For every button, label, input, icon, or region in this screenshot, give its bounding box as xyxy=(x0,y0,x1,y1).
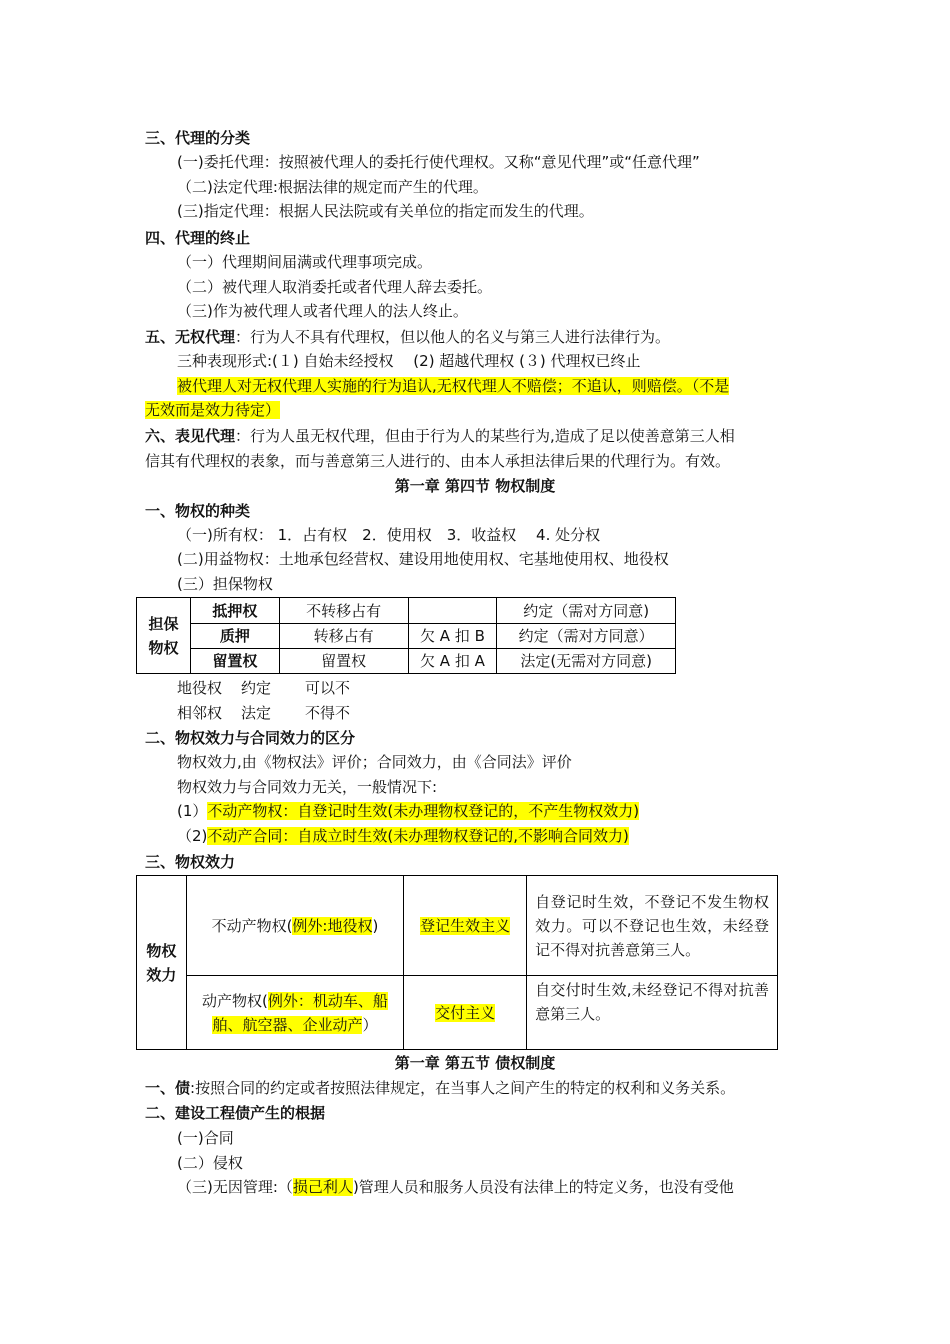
list-number: （2) xyxy=(177,827,208,845)
paragraph-apparent-agency xyxy=(145,426,735,448)
table-cell: 自交付时生效,未经登记不得对抗善意第三人。 xyxy=(527,976,778,1050)
highlighted-text: 不动产物权：自登记时生效(未办理物权登记的，不产生物权效力) xyxy=(207,802,640,820)
table-cell: 欠 A 扣 B xyxy=(408,624,497,649)
table-cell: 不转移占有 xyxy=(279,598,408,624)
note-line xyxy=(177,678,350,700)
item-text: （三)无因管理:（ xyxy=(177,1178,293,1196)
table-head: 担保物权 xyxy=(148,614,179,657)
note-value: 不得不 xyxy=(305,704,351,722)
paragraph: 物权效力与合同效力无关，一般情况下: xyxy=(177,778,438,796)
cell-text: ） xyxy=(362,1015,378,1034)
note-line xyxy=(177,703,350,725)
highlight-line xyxy=(177,826,629,848)
section-title-agency-types: 三、代理的分类 xyxy=(145,129,251,147)
note-value: 可以不 xyxy=(305,679,351,697)
list-item: （三)作为被代理人或者代理人的法人终止。 xyxy=(177,302,468,320)
security-rights-table xyxy=(136,597,676,674)
table-cell xyxy=(186,876,403,976)
paragraph-debt-definition xyxy=(145,1078,735,1100)
table-cell xyxy=(408,598,497,624)
list-item: (三）担保物权 xyxy=(177,575,273,593)
chapter-heading: 第一章 第五节 债权制度 xyxy=(394,1054,556,1072)
section-title-property-effect: 三、物权效力 xyxy=(145,853,236,871)
table-head-cell xyxy=(137,876,187,1050)
list-item xyxy=(177,1177,734,1199)
highlight-line xyxy=(145,400,280,422)
section-title-debt-basis: 二、建设工程债产生的根据 xyxy=(145,1104,326,1122)
table-cell: 质押 xyxy=(190,624,279,649)
table-cell: 留置权 xyxy=(279,649,408,674)
highlight-line xyxy=(177,801,639,823)
table-cell: 约定（需对方同意) xyxy=(497,598,676,624)
section-text: :按照合同的约定或者按照法律规定，在当事人之间产生的特定的权利和义务关系。 xyxy=(190,1079,736,1097)
table-cell: 欠 A 扣 A xyxy=(408,649,497,674)
property-effect-table xyxy=(136,875,778,1050)
section-label: 一、债 xyxy=(145,1079,191,1097)
table-cell: 转移占有 xyxy=(279,624,408,649)
table-head-cell xyxy=(137,598,191,674)
chapter-heading: 第一章 第四节 物权制度 xyxy=(394,477,556,495)
list-number: (1） xyxy=(177,802,208,820)
section-label: 六、表见代理 xyxy=(145,427,236,445)
forms-line: 三种表现形式:(１) 自始未经授权 (2) 超越代理权 (３) 代理权已终止 xyxy=(177,352,641,370)
list-item: (一)合同 xyxy=(177,1129,234,1147)
list-item: (二）侵权 xyxy=(177,1154,243,1172)
note-term: 相邻权 xyxy=(177,704,223,722)
section-title-effect-distinction: 二、物权效力与合同效力的区分 xyxy=(145,729,356,747)
item-text: )管理人员和服务人员没有法律上的特定义务，也没有受他 xyxy=(352,1178,734,1196)
highlighted-text: 例外:地役权 xyxy=(292,916,373,935)
table-cell xyxy=(186,976,403,1050)
highlighted-text: 例外：机动车、船舶、航空器、企业动产 xyxy=(212,991,388,1034)
highlighted-text: 无效而是效力待定） xyxy=(145,401,281,419)
section-text: ：行为人不具有代理权，但以他人的名义与第三人进行法律行为。 xyxy=(235,328,671,346)
table-head: 物权效力 xyxy=(146,941,177,984)
highlighted-text: 交付主义 xyxy=(435,1003,496,1022)
note-type: 法定 xyxy=(241,704,272,722)
paragraph: 物权效力,由《物权法》评价；合同效力，由《合同法》评价 xyxy=(177,753,572,771)
note-type: 约定 xyxy=(241,679,272,697)
highlighted-text: 损己利人 xyxy=(292,1178,353,1196)
list-item: (二)用益物权：土地承包经营权、建设用地使用权、宅基地使用权、地役权 xyxy=(177,550,669,568)
highlighted-text: 不动产合同：自成立时生效(未办理物权登记的,不影响合同效力) xyxy=(207,827,629,845)
cell-text: 不动产物权( xyxy=(211,916,293,935)
note-term: 地役权 xyxy=(177,679,223,697)
paragraph-unauthorized-agency xyxy=(145,327,670,349)
table-cell: 留置权 xyxy=(190,649,279,674)
section-text: ：行为人虽无权代理，但由于行为人的某些行为,造成了足以使善意第三人相 xyxy=(235,427,735,445)
section-label: 五、无权代理 xyxy=(145,328,236,346)
cell-text: ) xyxy=(372,916,379,935)
list-item: (一)委托代理：按照被代理人的委托行使代理权。又称“意见代理”或“任意代理” xyxy=(177,153,700,171)
paragraph-continued: 信其有代理权的表象，而与善意第三人进行的、由本人承担法律后果的代理行为。有效。 xyxy=(145,452,731,470)
list-item: （一）代理期间届满或代理事项完成。 xyxy=(177,253,433,271)
section-title-agency-termination: 四、代理的终止 xyxy=(145,229,251,247)
table-cell: 约定（需对方同意） xyxy=(497,624,676,649)
table-cell xyxy=(404,976,527,1050)
list-item: （一)所有权： 1．占有权 2．使用权 3．收益权 4. 处分权 xyxy=(177,526,601,544)
list-item: (三)指定代理：根据人民法院或有关单位的指定而发生的代理。 xyxy=(177,202,594,220)
highlighted-text: 登记生效主义 xyxy=(420,916,511,935)
table-cell xyxy=(404,876,527,976)
list-item: （二)法定代理:根据法律的规定而产生的代理。 xyxy=(177,178,488,196)
highlighted-text: 被代理人对无权代理人实施的行为追认,无权代理人不赔偿；不追认，则赔偿。（不是 xyxy=(177,377,730,395)
table-cell: 抵押权 xyxy=(190,598,279,624)
list-item: （二）被代理人取消委托或者代理人辞去委托。 xyxy=(177,278,493,296)
cell-text: 动产物权( xyxy=(202,991,268,1010)
table-cell: 自登记时生效，不登记不发生物权效力。可以不登记也生效，未经登记不得对抗善意第三人。 xyxy=(527,876,778,976)
highlight-line xyxy=(177,376,729,398)
section-title-property-types: 一、物权的种类 xyxy=(145,502,251,520)
table-cell: 法定(无需对方同意) xyxy=(497,649,676,674)
